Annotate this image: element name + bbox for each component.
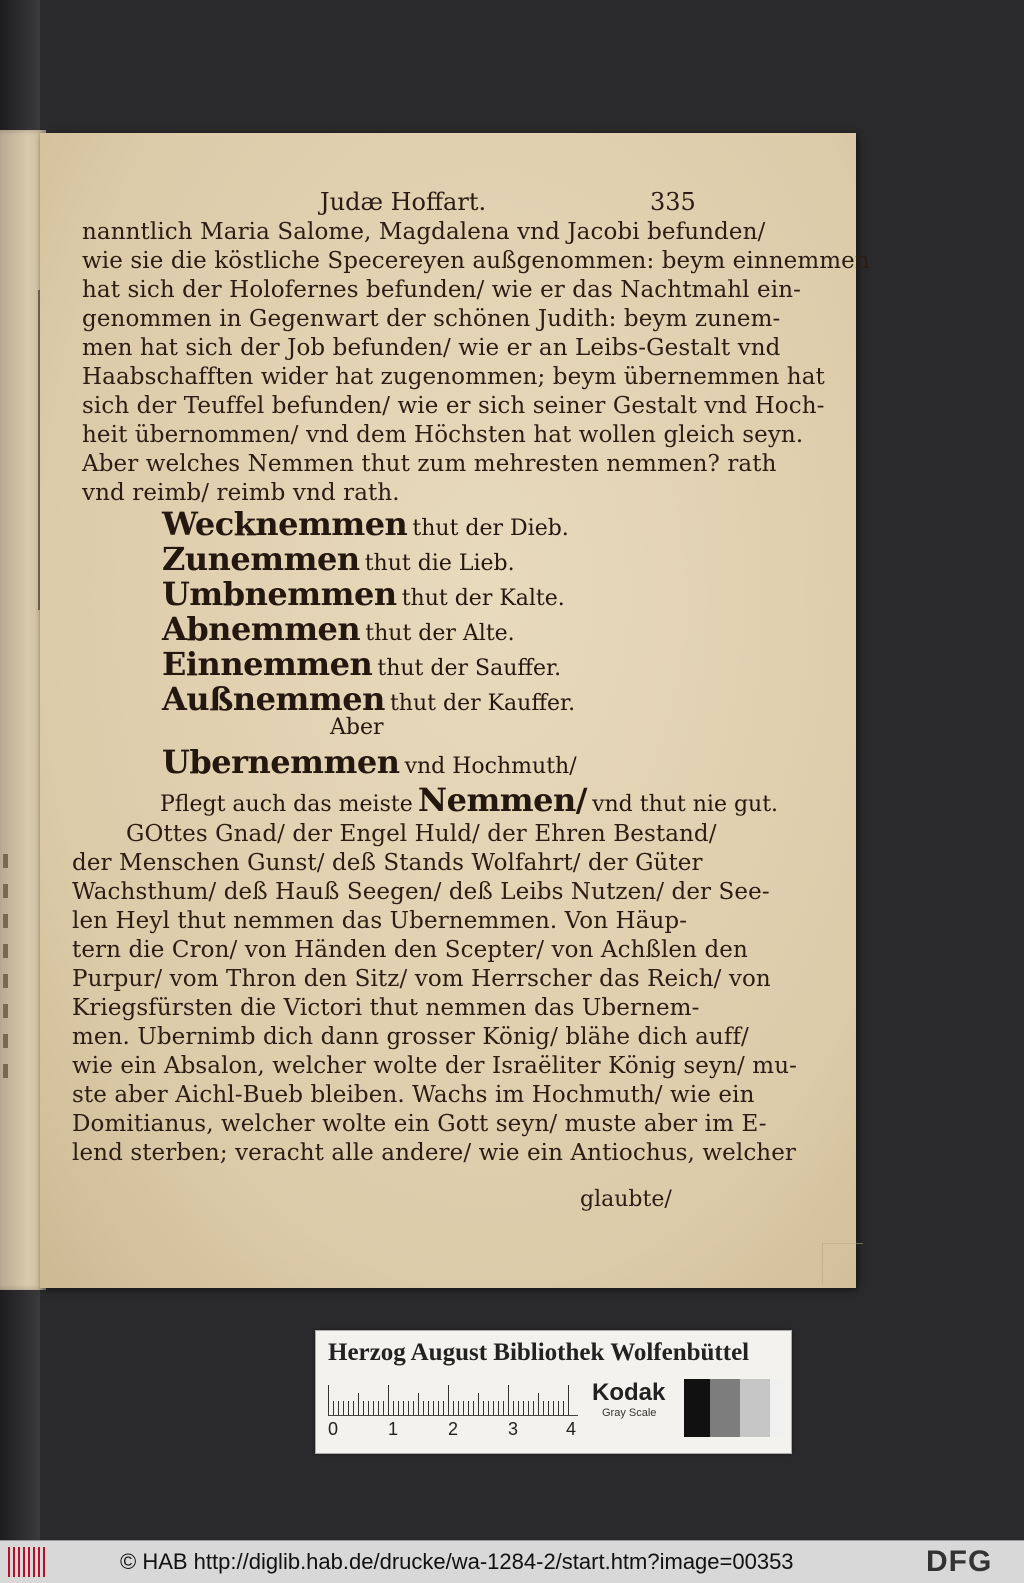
ruler-tick <box>443 1401 444 1415</box>
ruler-number: 3 <box>508 1419 519 1439</box>
text-line: Kriegsfürsten die Victori thut nemmen das Ubernem- <box>72 995 700 1021</box>
ruler-tick <box>473 1401 474 1415</box>
ruler-tick <box>518 1401 519 1415</box>
ruler-tick <box>523 1401 524 1415</box>
text-line: Wachsthum/ deß Hauß Seegen/ deß Leibs Nutzen/ der See- <box>72 879 770 905</box>
page-corner-fold <box>822 1243 863 1284</box>
gray-swatch-white <box>770 1379 784 1437</box>
ruler-tick <box>353 1401 354 1415</box>
text-line: Aber welches Nemmen thut zum mehresten nemmen? rath <box>82 451 777 477</box>
ruler-number: 0 <box>328 1419 339 1439</box>
ruler-tick <box>543 1401 544 1415</box>
text-line: genommen in Gegenwart der schönen Judith: beym zunem- <box>82 306 781 332</box>
ruler-tick <box>438 1401 439 1415</box>
hab-barcode-icon <box>8 1547 48 1577</box>
hab-bar <box>23 1547 25 1577</box>
ruler-tick <box>448 1385 449 1415</box>
ruler-tick <box>358 1393 359 1415</box>
verse-rest: thut der Dieb. <box>412 516 569 541</box>
verse-keyword: Wecknemmen <box>162 505 408 543</box>
ruler-number: 2 <box>448 1419 459 1439</box>
ruler-tick <box>333 1401 334 1415</box>
ruler-tick <box>363 1401 364 1415</box>
text-line: heit übernommen/ vnd dem Höchsten hat wollen gleich seyn. <box>82 422 804 448</box>
verse-line <box>162 540 515 578</box>
ruler-tick <box>423 1401 424 1415</box>
verse-line <box>162 575 565 613</box>
ruler-number: 4 <box>566 1419 577 1439</box>
verse-line <box>162 743 577 781</box>
ruler-tick <box>348 1401 349 1415</box>
text-line: men hat sich der Job befunden/ wie er an Leibs-Gestalt vnd <box>82 335 781 361</box>
ruler-tick <box>388 1385 389 1415</box>
margin-marks <box>0 840 14 1200</box>
ruler-tick <box>398 1401 399 1415</box>
verse-rest: vnd Hochmuth/ <box>404 754 577 779</box>
verse-keyword: Zunemmen <box>162 540 360 578</box>
kodak-logo: Kodak <box>592 1379 666 1406</box>
footer-copyright-link[interactable]: © HAB http://diglib.hab.de/drucke/wa-1284-2/start.htm?image=00353 <box>120 1549 794 1574</box>
verse-keyword: Ubernemmen <box>162 743 400 781</box>
verse-aber-text: Aber <box>330 715 384 740</box>
ruler-tick <box>468 1401 469 1415</box>
ruler-tick <box>453 1401 454 1415</box>
ruler-tick <box>458 1401 459 1415</box>
verse-keyword: Abnemmen <box>162 610 361 648</box>
ruler-tick <box>413 1401 414 1415</box>
ruler-tick <box>338 1401 339 1415</box>
ruler-tick <box>463 1401 464 1415</box>
text-line: wie sie die köstliche Specereyen außgenommen: beym einnemmen <box>82 248 870 274</box>
text-line: ste aber Aichl-Bueb bleiben. Wachs im Hochmuth/ wie ein <box>72 1082 755 1108</box>
verse-rest: thut der Kalte. <box>401 586 565 611</box>
hab-bar <box>28 1547 30 1577</box>
verse-line <box>162 610 515 648</box>
verse-keyword: Nemmen/ <box>417 781 587 819</box>
ruler-tick <box>493 1401 494 1415</box>
page-number: 335 <box>650 188 696 216</box>
verse-line <box>162 505 569 543</box>
ruler-tick <box>378 1401 379 1415</box>
verse-rest: vnd thut nie gut. <box>592 792 779 817</box>
ruler-tick <box>498 1401 499 1415</box>
ruler-tick <box>548 1401 549 1415</box>
hab-bar <box>8 1547 10 1577</box>
ruler-number: 1 <box>388 1419 399 1439</box>
ruler-tick <box>538 1393 539 1415</box>
ruler-tick <box>403 1401 404 1415</box>
ruler-tick <box>503 1401 504 1415</box>
ruler-tick <box>393 1401 394 1415</box>
text-line: sich der Teuffel befunden/ wie er sich seiner Gestalt vnd Hoch- <box>82 393 825 419</box>
text-line: hat sich der Holofernes befunden/ wie er das Nachtmahl ein- <box>82 277 801 303</box>
ruler-tick <box>563 1401 564 1415</box>
ruler-tick <box>433 1401 434 1415</box>
text-line: lend sterben; veracht alle andere/ wie ein Antiochus, welcher <box>72 1140 797 1166</box>
text-line: len Heyl thut nemmen das Ubernemmen. Von Häup- <box>72 908 688 934</box>
text-line: tern die Cron/ von Händen den Scepter/ von Achßlen den <box>72 937 748 963</box>
text-line: vnd reimb/ reimb vnd rath. <box>82 480 400 506</box>
verse-line <box>162 645 561 683</box>
gray-swatch-black <box>684 1379 710 1437</box>
hab-bar <box>33 1547 35 1577</box>
ruler-tick <box>568 1385 569 1415</box>
text-line: GOttes Gnad/ der Engel Huld/ der Ehren Bestand/ <box>126 821 717 847</box>
verse-aber <box>330 715 384 740</box>
running-head: Judæ Hoffart. <box>320 188 487 216</box>
text-line: wie ein Absalon, welcher wolte der Israëliter König seyn/ mu- <box>72 1053 797 1079</box>
text-line: men. Ubernimb dich dann grosser König/ blähe dich auff/ <box>72 1024 749 1050</box>
ruler-tick <box>343 1401 344 1415</box>
book-page <box>40 133 870 1288</box>
ruler-tick <box>533 1401 534 1415</box>
gray-swatch-light <box>740 1379 770 1437</box>
verse-line <box>160 781 778 819</box>
ruler-tick <box>553 1401 554 1415</box>
hab-bar <box>43 1547 45 1577</box>
verse-rest: thut der Kauffer. <box>389 691 576 716</box>
ruler-scale <box>328 1383 578 1416</box>
verse-keyword: Umbnemmen <box>162 575 397 613</box>
ruler-tick <box>373 1401 374 1415</box>
library-name: Herzog August Bibliothek Wolfenbüttel <box>328 1339 750 1366</box>
verse-keyword: Außnemmen <box>162 680 385 718</box>
verse-keyword: Einnemmen <box>162 645 373 683</box>
ruler-tick <box>408 1401 409 1415</box>
ruler-tick <box>383 1401 384 1415</box>
binding-shadow <box>38 290 40 610</box>
verse-line <box>162 680 575 718</box>
ruler-tick <box>428 1401 429 1415</box>
ruler-tick <box>368 1401 369 1415</box>
ruler-tick <box>508 1385 509 1415</box>
footer-bar <box>0 1540 1024 1583</box>
grayscale-label: Gray Scale <box>602 1407 657 1419</box>
hab-bar <box>13 1547 15 1577</box>
ruler-tick <box>328 1385 329 1415</box>
hab-bar <box>18 1547 20 1577</box>
text-line: Haabschafften wider hat zugenommen; beym übernemmen hat <box>82 364 825 390</box>
ruler-tick <box>418 1393 419 1415</box>
text-line: Purpur/ vom Thron den Sitz/ vom Herrscher das Reich/ von <box>72 966 771 992</box>
verse-rest: thut der Alte. <box>365 621 515 646</box>
hab-bar <box>38 1547 40 1577</box>
ruler-tick <box>488 1401 489 1415</box>
dfg-logo: DFG <box>926 1545 993 1578</box>
ruler-tick <box>483 1401 484 1415</box>
text-line: Domitianus, welcher wolte ein Gott seyn/ muste aber im E- <box>72 1111 767 1137</box>
ruler-tick <box>478 1393 479 1415</box>
verse-rest: thut der Sauffer. <box>377 656 562 681</box>
ruler-tick <box>558 1401 559 1415</box>
ruler-tick <box>513 1401 514 1415</box>
text-line: nanntlich Maria Salome, Magdalena vnd Jacobi befunden/ <box>82 219 766 245</box>
catchword: glaubte/ <box>580 1187 672 1212</box>
gray-swatch-mid <box>710 1379 740 1437</box>
color-calibration-card <box>315 1330 792 1454</box>
text-line: der Menschen Gunst/ deß Stands Wolfahrt/ der Güter <box>72 850 703 876</box>
ruler-tick <box>528 1401 529 1415</box>
verse-rest: thut die Lieb. <box>364 551 515 576</box>
verse-rest: Pflegt auch das meiste <box>160 792 413 817</box>
